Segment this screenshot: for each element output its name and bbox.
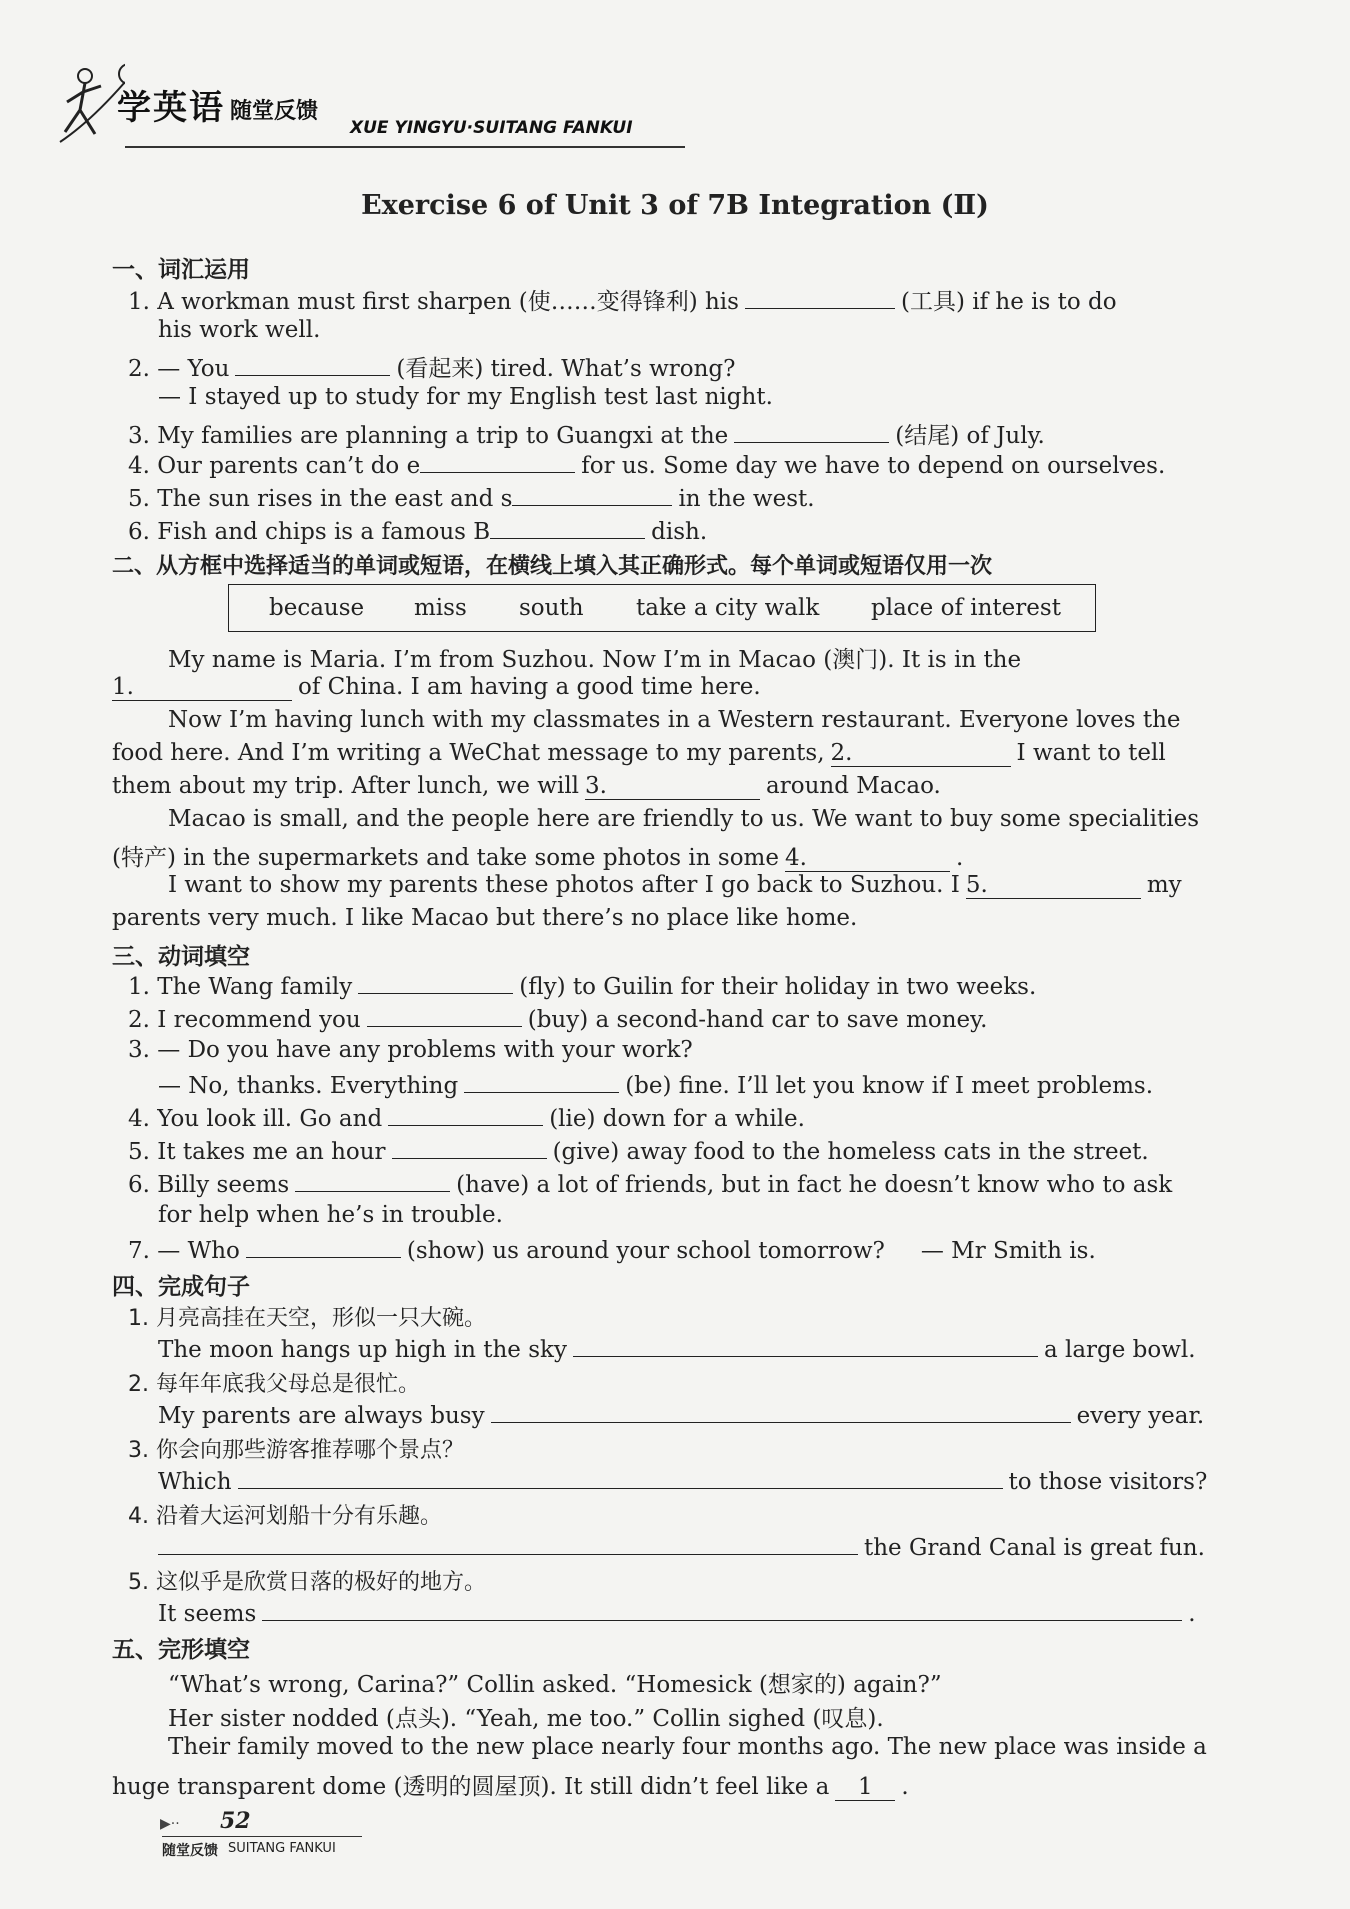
s1-q2-blank[interactable] [235,353,390,376]
s3-q6 [128,1169,1172,1198]
s1-q5-text2: in the west. [678,486,815,512]
word-box-item: place of interest [871,595,1061,621]
blank-number: 2. [830,740,853,766]
footer-cn: 随堂反馈 [162,1843,218,1859]
blank-number: 1 [858,1774,873,1800]
s3-q3-blank[interactable] [464,1070,619,1093]
s2-p2-line3 [112,773,941,800]
s4-q5-blank[interactable] [262,1598,1182,1621]
s2-p4-text: I want to show my parents these photos after I go back to Suzhou. I [168,872,960,898]
header-rule [125,146,685,148]
s1-q4 [128,450,1165,479]
s3-q1-blank[interactable] [358,971,513,994]
s1-q3-blank[interactable] [734,420,889,443]
word-box-item: because [269,595,365,621]
s3-q6-blank[interactable] [295,1169,450,1192]
logo-cn2: 随堂反馈 [230,99,319,124]
s1-q2-text2: (看起来) tired. What’s wrong? [396,356,736,382]
blank-number: 4. [784,845,807,871]
s3-q6-text: 6. Billy seems [128,1172,290,1198]
s1-q2-reply: — I stayed up to study for my English test last night. [158,384,773,410]
s4-q2-text: My parents are always busy [158,1403,485,1429]
s1-q1-blank[interactable] [745,286,895,309]
s1-q5-text: 5. The sun rises in the east and s [128,486,513,512]
s3-q4-text2: (lie) down for a while. [549,1106,805,1132]
s3-q1-text2: (fly) to Guilin for their holiday in two weeks. [519,974,1037,1000]
s1-q1 [128,283,1117,316]
s3-q1-text: 1. The Wang family [128,974,353,1000]
s5-blank-1[interactable] [835,1774,895,1801]
s5-line1: “What’s wrong, Carina?” Collin asked. “Homesick (想家的) again?” [168,1672,942,1698]
s4-q4-cn: 4. 沿着大运河划船十分有乐趣。 [128,1504,442,1529]
word-box-item: take a city walk [636,595,820,621]
s3-q7 [128,1235,1096,1264]
blank-number: 3. [585,773,607,799]
s1-q6-blank[interactable] [490,516,645,539]
s3-q3: 3. — Do you have any problems with your work? [128,1037,693,1063]
logo-en: XUE YINGYU·SUITANG FANKUI [350,118,633,138]
s2-p2-line2 [112,740,1166,767]
s3-q7-blank[interactable] [246,1235,401,1258]
s3-q7-text: 7. — Who [128,1238,240,1264]
s4-q2 [158,1400,1204,1429]
s1-q6-text2: dish. [651,519,708,545]
s4-q1 [158,1334,1196,1363]
word-box-item: miss [414,595,467,621]
footer-rule [162,1836,362,1837]
s3-q1 [128,971,1036,1000]
s4-q3-cn: 3. 你会向那些游客推荐哪个景点？ [128,1438,464,1463]
s2-p3-line2 [112,839,963,872]
arrow-icon: ▶·· [160,1816,180,1832]
s1-q3-text2: (结尾) of July. [895,423,1045,449]
s2-p3-text2: . [955,845,964,871]
s3-q2 [128,1004,987,1033]
s2-blank-2[interactable] [831,740,1011,767]
s5-line3: Their family moved to the new place nearly four months ago. The new place was inside a [168,1734,1207,1760]
s1-q1-text: 1. A workman must first sharpen (使……变得锋利) his [128,289,739,315]
s5-text2: . [901,1774,909,1800]
s3-q2-blank[interactable] [367,1004,522,1027]
s4-q5-text: It seems [158,1601,257,1627]
s3-q5-text2: (give) away food to the homeless cats in the street. [552,1139,1149,1165]
s3-q7-text2: (show) us around your school tomorrow? [406,1238,885,1264]
s5-line2: Her sister nodded (点头). “Yeah, me too.” Collin sighed (叹息). [168,1706,884,1732]
s2-p4-text2: my [1146,872,1182,898]
s4-q3-text2: to those visitors? [1008,1469,1208,1495]
s1-q4-blank[interactable] [420,450,575,473]
s3-q2-text2: (buy) a second-hand car to save money. [527,1007,988,1033]
s1-q5 [128,483,815,512]
s2-p4-line2: parents very much. I like Macao but there’s no place like home. [112,905,858,931]
s2-p1-text: of China. I am having a good time here. [298,674,761,700]
s2-p2-text: food here. And I’m writing a WeChat message to my parents, [112,740,825,766]
s1-q2 [128,350,735,383]
s2-p2-text2: I want to tell [1016,740,1166,766]
s4-q4-text: the Grand Canal is great fun. [864,1535,1205,1561]
s4-q3-blank[interactable] [238,1466,1003,1489]
s3-q5-blank[interactable] [392,1136,547,1159]
s3-q6-text2: (have) a lot of friends, but in fact he doesn’t know who to ask [456,1172,1173,1198]
runner-icon [55,62,125,162]
s3-q5 [128,1136,1149,1165]
s4-q2-cn: 2. 每年年底我父母总是很忙。 [128,1372,420,1397]
s2-p2-line1: Now I’m having lunch with my classmates in a Western restaurant. Everyone loves the [168,707,1181,733]
s2-p1-line2 [112,674,761,701]
s3-q6-cont: for help when he’s in trouble. [158,1202,503,1228]
section-1-title: 一、词汇运用 [112,257,250,283]
s2-blank-4[interactable] [785,845,950,872]
section-5-title: 五、完形填空 [112,1637,250,1663]
s4-q5-cn: 5. 这似乎是欣赏日落的极好的地方。 [128,1570,486,1595]
logo-cn: 学英语 [117,88,225,128]
s4-q2-text2: every year. [1076,1403,1205,1429]
s1-q1-text2: (工具) if he is to do [900,289,1117,315]
header-logo [55,62,655,162]
s4-q1-text2: a large bowl. [1043,1337,1196,1363]
footer-en: SUITANG FANKUI [228,1841,336,1856]
word-box-item: south [519,595,584,621]
s1-q5-blank[interactable] [512,483,672,506]
s2-p4-line1 [168,872,1182,899]
blank-number: 1. [112,674,134,700]
s2-blank-5[interactable] [966,872,1141,899]
s2-blank-3[interactable] [585,773,760,800]
section-3-title: 三、动词填空 [112,944,250,970]
s1-q1-cont: his work well. [158,317,321,343]
s2-p2-text4: around Macao. [766,773,941,799]
s3-q4-blank[interactable] [388,1103,543,1126]
s4-q3-text: Which [158,1469,232,1495]
s1-q6-text: 6. Fish and chips is a famous B [128,519,491,545]
s5-text: huge transparent dome (透明的圆屋顶). It still didn’t feel like a [112,1774,830,1800]
s1-q3 [128,417,1045,450]
s4-q2-blank[interactable] [491,1400,1071,1423]
s4-q4 [158,1532,1205,1561]
s5-line4 [112,1768,909,1801]
s3-q7-reply: — Mr Smith is. [920,1238,1096,1264]
s4-q5-text2: . [1188,1601,1196,1627]
s4-q3 [158,1466,1207,1495]
s2-p3-line1: Macao is small, and the people here are friendly to us. We want to buy some specialities [168,806,1200,832]
page-title: Exercise 6 of Unit 3 of 7B Integration (Ⅱ) [361,190,989,221]
blank-number: 5. [965,872,988,898]
section-2-title: 二、从方框中选择适当的单词或短语，在横线上填入其正确形式。每个单词或短语仅用一次 [112,554,993,579]
s1-q4-text2: for us. Some day we have to depend on ourselves. [581,453,1166,479]
s3-q2-text: 2. I recommend you [128,1007,361,1033]
s4-q1-text: The moon hangs up high in the sky [158,1337,567,1363]
s4-q1-cn: 1. 月亮高挂在天空，形似一只大碗。 [128,1306,486,1331]
s3-q3-text: — No, thanks. Everything [158,1073,459,1099]
s2-p3-text: (特产) in the supermarkets and take some photos in some [112,845,779,871]
s1-q3-text: 3. My families are planning a trip to Guangxi at the [128,423,729,449]
section-4-title: 四、完成句子 [112,1274,250,1300]
s3-q5-text: 5. It takes me an hour [128,1139,386,1165]
s3-q3-text2: (be) fine. I’ll let you know if I meet problems. [625,1073,1154,1099]
s4-q5 [158,1598,1196,1627]
s3-q4-text: 4. You look ill. Go and [128,1106,383,1132]
s3-q3-reply [158,1070,1153,1099]
page-number: 52 [220,1808,251,1834]
s4-q1-blank[interactable] [573,1334,1038,1357]
word-box [228,584,1096,632]
s1-q2-text: 2. — You [128,356,230,382]
s1-q4-text: 4. Our parents can’t do e [128,453,421,479]
s4-q4-blank[interactable] [158,1532,858,1555]
s2-p2-text3: them about my trip. After lunch, we will [112,773,580,799]
s1-q6 [128,516,707,545]
s2-p1-line1: My name is Maria. I’m from Suzhou. Now I’m in Macao (澳门). It is in the [168,647,1022,673]
s3-q4 [128,1103,805,1132]
s2-blank-1[interactable] [112,674,292,701]
